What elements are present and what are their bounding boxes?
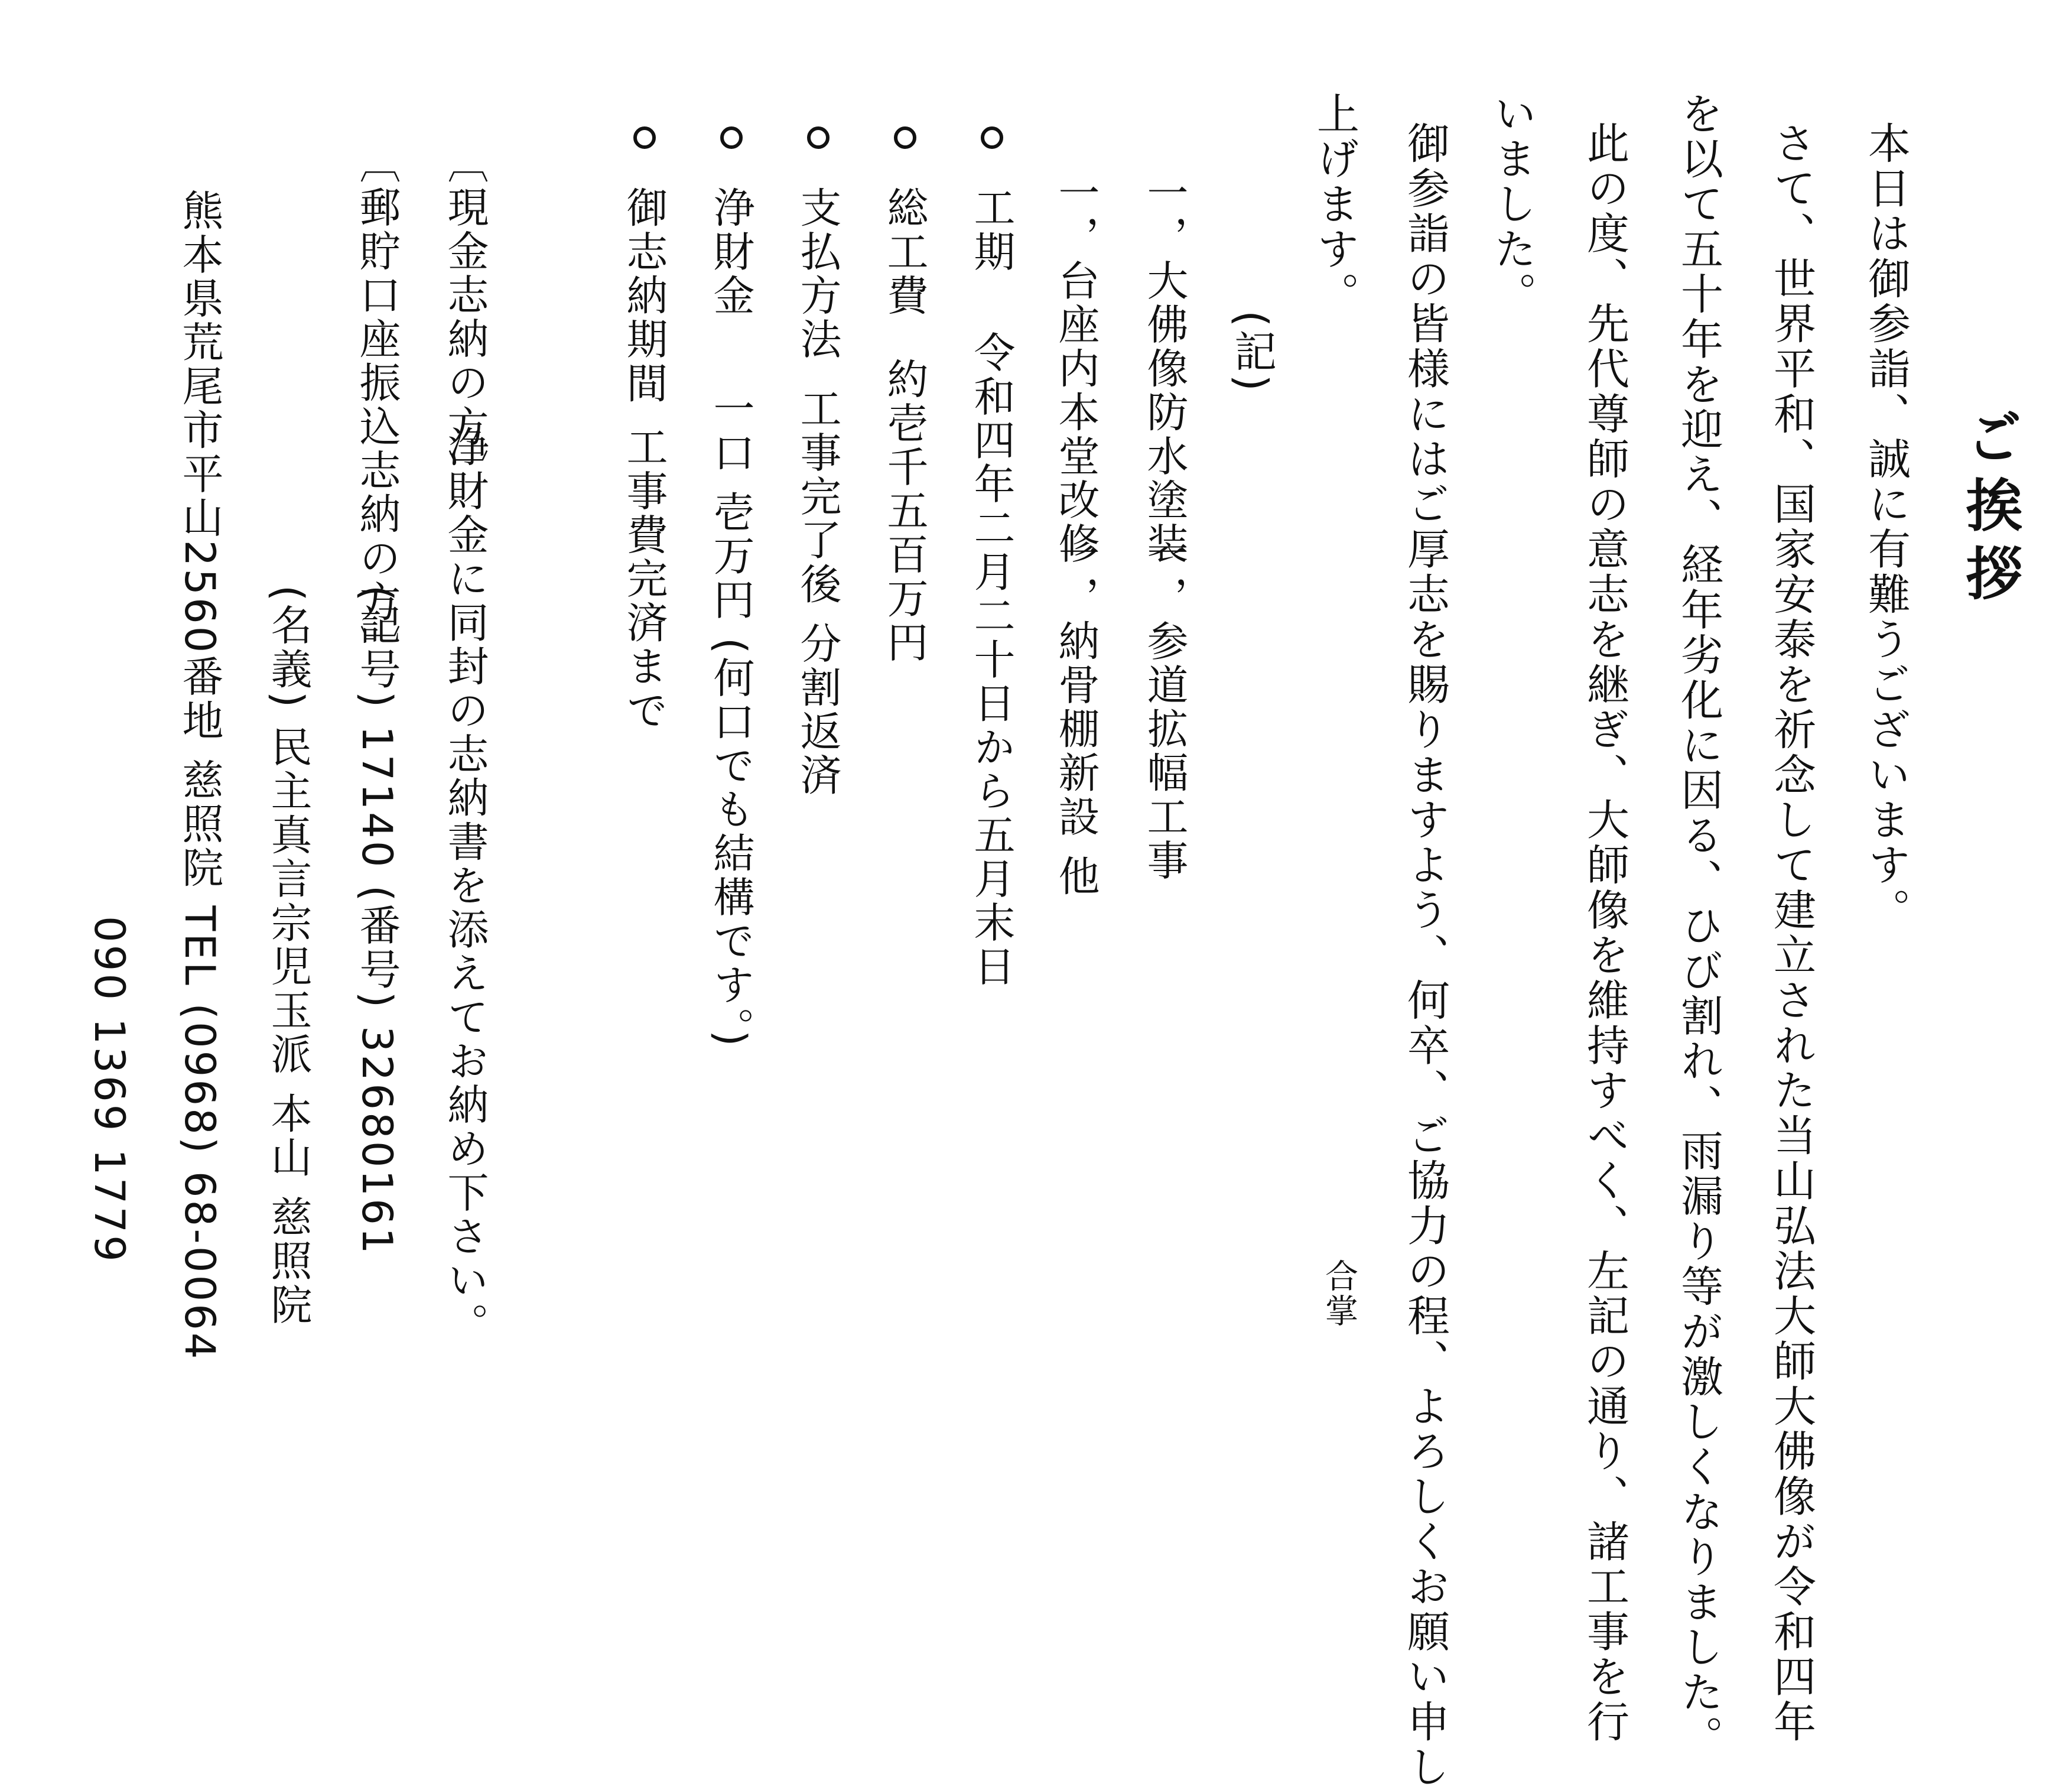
work-item: 一，大佛像防水塗装 — [1140, 171, 1189, 566]
temple-address: 熊本県荒尾市平山2560番地 慈照院 TEL (0968) 68-0064 — [175, 189, 224, 1362]
circle-bullet-icon — [633, 126, 656, 149]
greeting-line: 本日は御参詣、誠に有難うございます。 — [1861, 121, 1911, 933]
circle-bullet-icon — [894, 126, 916, 149]
detail-value: 工事完了後 分割返済 — [793, 387, 842, 798]
circle-bullet-icon — [720, 126, 743, 149]
work-item: 一，参道拡幅工事 — [1140, 532, 1189, 883]
postal-label: 〔郵貯口座振込志納の方〕 — [353, 142, 401, 668]
circle-bullet-icon — [981, 126, 1003, 149]
closing-gassho: 合掌 — [1320, 1259, 1358, 1329]
circle-bullet-icon — [807, 126, 830, 149]
detail-value: 一口 壱万円 (何口でも結構です。) — [707, 387, 755, 1049]
postal-account: (記号) 17140 (番号) 32680161 — [353, 585, 401, 1256]
detail-label: 浄財金 — [707, 186, 755, 318]
cash-text: 浄財金に同封の志納書を添えてお納め下さい。 — [441, 425, 489, 1347]
detail-label: 総工費 — [880, 186, 929, 318]
detail-value: 工事費完済まで — [620, 425, 668, 733]
greeting-line: さて、世界平和、国家安泰を祈念して建立された当山弘法大師大佛像が令和四年 — [1767, 121, 1816, 1745]
detail-value: 令和四年二月二十日から五月末日 — [967, 331, 1016, 989]
work-item: 一，納骨棚新設 他 — [1052, 532, 1100, 899]
work-item: 一，台座内本堂改修 — [1052, 171, 1100, 566]
cash-label: 〔現金志納の方〕 — [441, 142, 489, 493]
postal-holder: (名義) 民主真言宗児玉派 本山 慈照院 — [264, 585, 313, 1327]
document-title: ご挨拶 — [1957, 408, 2024, 612]
detail-label: 支払方法 — [793, 186, 842, 362]
greeting-line: 御参詣の皆様にはご厚志を賜りますよう、何卒、ご協力の程、よろしくお願い申し — [1400, 121, 1450, 1790]
greeting-line: いました。 — [1487, 92, 1537, 317]
detail-value: 約壱千五百万円 — [880, 358, 929, 665]
greeting-line: を以て五十年を迎え、経年劣化に因る、ひび割れ、雨漏り等が激しくなりました。 — [1674, 92, 1723, 1760]
greeting-line: 上げます。 — [1310, 92, 1359, 317]
greeting-line: 此の度、先代尊師の意志を継ぎ、大師像を維持すべく、左記の通り、諸工事を行 — [1580, 121, 1629, 1745]
ki-heading: (記) — [1227, 310, 1277, 394]
mobile-number: 090 1369 1779 — [85, 916, 134, 1264]
detail-label: 御志納期間 — [620, 186, 668, 405]
detail-label: 工期 — [967, 186, 1016, 274]
